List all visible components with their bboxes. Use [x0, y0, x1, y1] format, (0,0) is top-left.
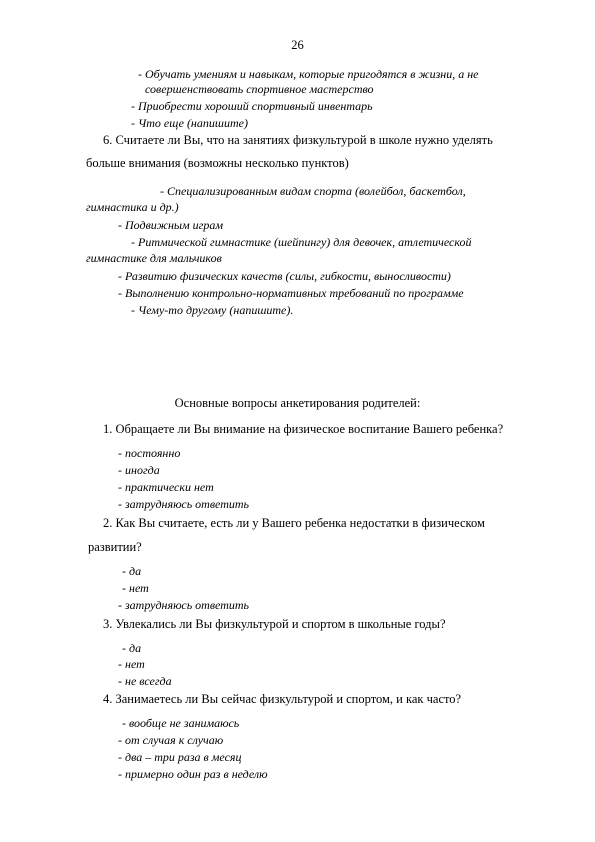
page-number: 26: [291, 38, 304, 52]
option-item: - Выполнению контрольно-нормативных требований по программе: [118, 286, 464, 300]
list-item: - Приобрести хороший спортивный инвентарь: [131, 99, 373, 113]
question-6-text-cont: больше внимания (возможны несколько пунктов): [86, 156, 349, 170]
option-item: - вообще не занимаюсь: [122, 716, 240, 730]
option-item: - да: [122, 641, 142, 655]
question-6-text: 6. Считаете ли Вы, что на занятиях физкультурой в школе нужно уделять: [103, 133, 493, 147]
option-item: - Специализированным видам спорта (волейбол, баскетбол,: [160, 184, 466, 198]
option-item: - затрудняюсь ответить: [118, 497, 250, 511]
option-item: - примерно один раз в неделю: [118, 767, 268, 781]
list-item: совершенствовать спортивное мастерство: [145, 82, 374, 96]
option-item: - нет: [118, 657, 145, 671]
option-item: - практически нет: [118, 480, 214, 494]
option-item: - Развитию физических качеств (силы, гибкости, выносливости): [118, 269, 451, 283]
section-heading: Основные вопросы анкетирования родителей:: [174, 396, 421, 410]
option-item: - Ритмической гимнастике (шейпингу) для девочек, атлетической: [131, 235, 472, 249]
list-item: - Что еще (напишите): [131, 116, 248, 130]
question-3-text: 3. Увлекались ли Вы физкультурой и спортом в школьные годы?: [103, 617, 446, 631]
question-4-text: 4. Занимаетесь ли Вы сейчас физкультурой и спортом, и как часто?: [103, 692, 462, 706]
option-item: - постоянно: [118, 446, 181, 460]
list-item: - Обучать умениям и навыкам, которые пригодятся в жизни, а не: [138, 67, 479, 81]
option-item: гимнастике для мальчиков: [86, 251, 222, 265]
option-item: - нет: [122, 581, 149, 595]
option-item: - Подвижным играм: [118, 218, 224, 232]
option-item: гимнастика и др.): [86, 200, 179, 214]
option-item: - не всегда: [118, 674, 172, 688]
question-1-text: 1. Обращаете ли Вы внимание на физическое воспитание Вашего ребенка?: [103, 422, 504, 436]
option-item: - от случая к случаю: [118, 733, 224, 747]
option-item: - затрудняюсь ответить: [118, 598, 250, 612]
question-2-text-cont: развитии?: [88, 540, 142, 554]
question-2-text: 2. Как Вы считаете, есть ли у Вашего ребенка недостатки в физическом: [103, 516, 485, 530]
option-item: - да: [122, 564, 142, 578]
option-item: - два – три раза в месяц: [118, 750, 242, 764]
option-item: - иногда: [118, 463, 160, 477]
option-item: - Чему-то другому (напишите).: [131, 303, 294, 317]
